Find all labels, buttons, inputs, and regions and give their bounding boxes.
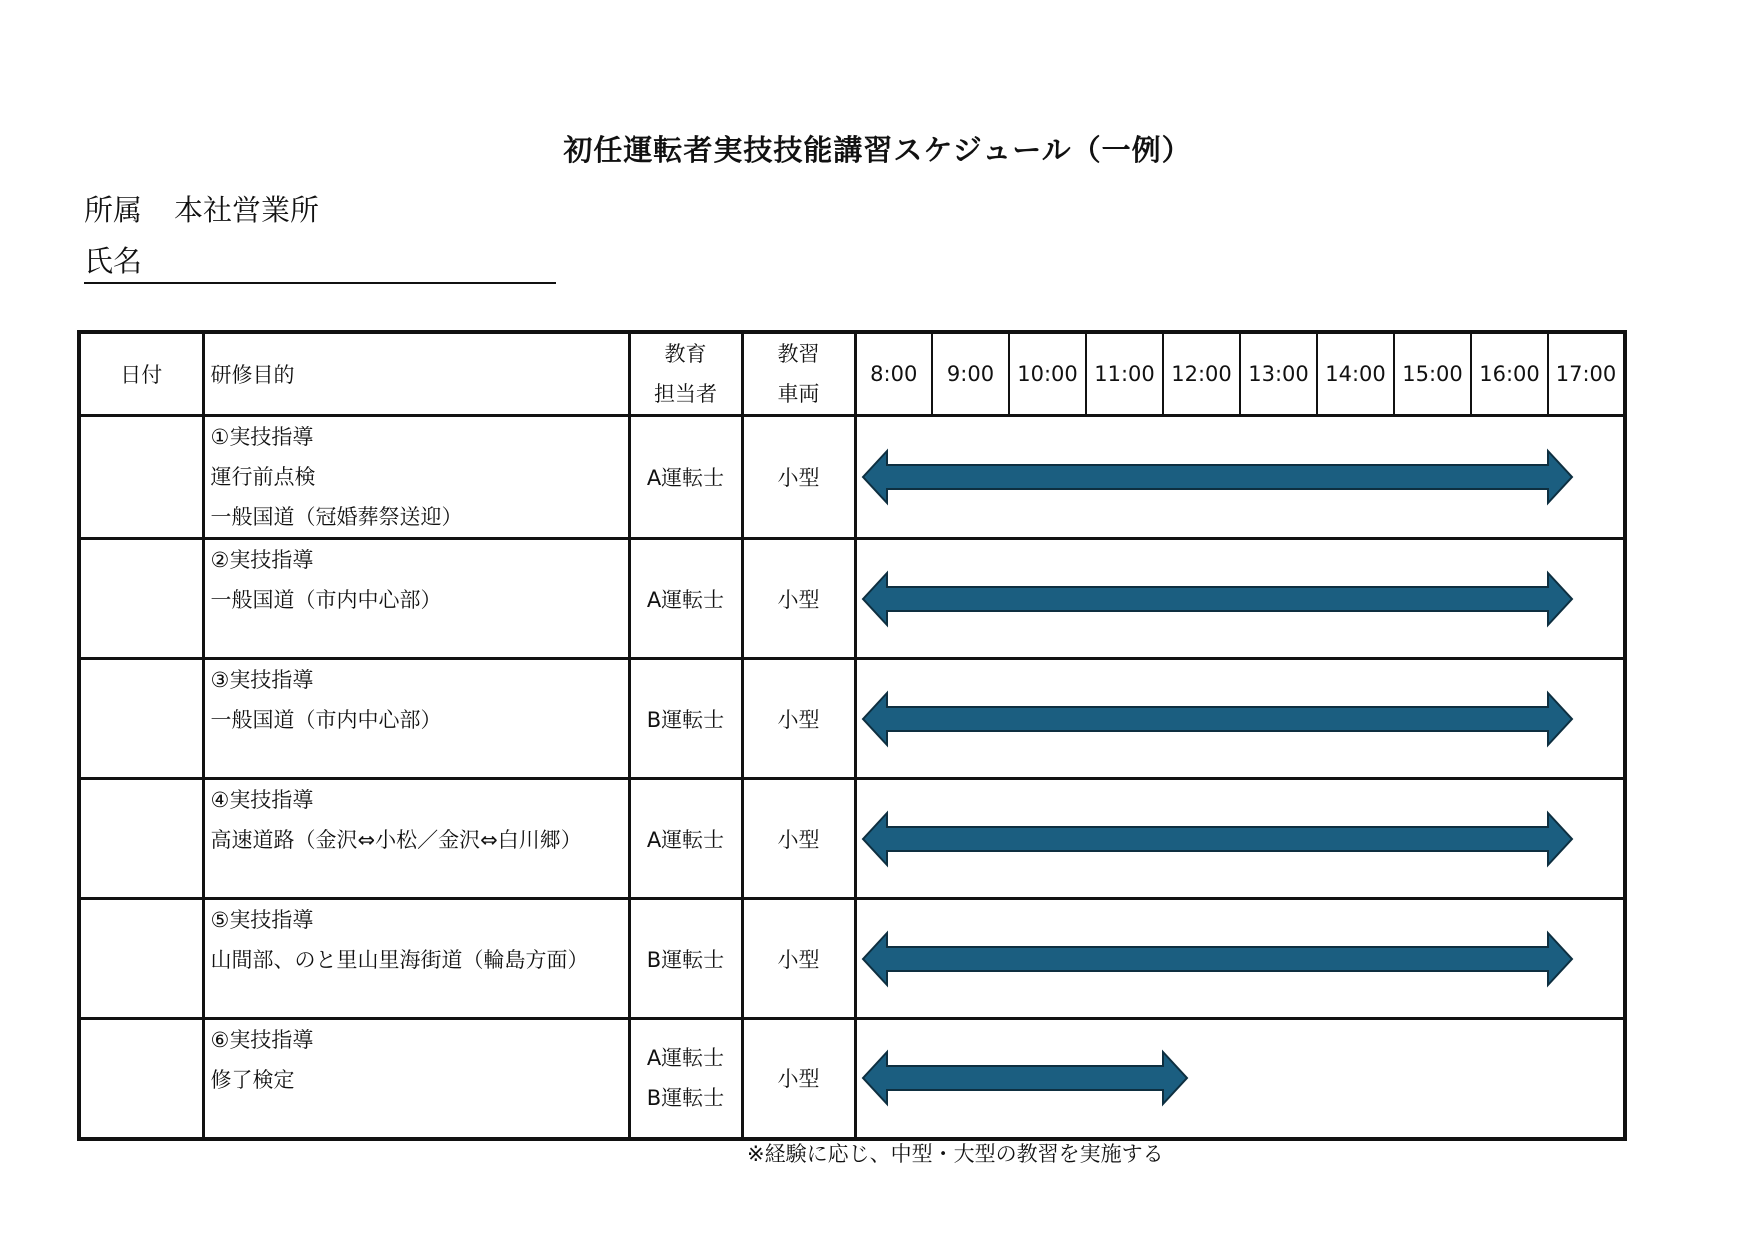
instructor-cell: A運転士	[629, 416, 742, 539]
page-title: 初任運転者実技技能講習スケジュール（一例）	[563, 133, 1192, 167]
date-cell[interactable]	[79, 416, 203, 539]
header-hour: 15:00	[1394, 332, 1471, 416]
header-vehicle	[742, 332, 855, 416]
purpose-cell	[203, 1019, 629, 1139]
header-hour: 13:00	[1240, 332, 1317, 416]
timeline-svg	[857, 662, 1626, 776]
timeline-svg	[857, 420, 1626, 534]
timeline-svg	[857, 1021, 1626, 1135]
vehicle-cell: 小型	[742, 659, 855, 779]
table-header-row	[79, 332, 1625, 416]
purpose-cell	[203, 416, 629, 539]
duration-arrow	[863, 451, 1572, 503]
header-instructor-line1: 教育	[664, 342, 707, 366]
purpose-line: 山間部、のと里山里海街道（輪島方面）	[210, 948, 589, 972]
header-hour: 16:00	[1471, 332, 1548, 416]
table-row	[79, 416, 1625, 539]
header-hour: 11:00	[1086, 332, 1163, 416]
header-hour: 10:00	[1009, 332, 1086, 416]
purpose-line: ③実技指導	[210, 668, 314, 692]
table-row	[79, 1019, 1625, 1139]
instructor-line: A運転士	[646, 1046, 725, 1071]
purpose-line: 一般国道（市内中心部）	[210, 708, 442, 732]
date-cell[interactable]	[79, 779, 203, 899]
affiliation-label: 所属	[84, 193, 143, 227]
header-purpose: 研修目的	[203, 332, 629, 416]
name-label: 氏名	[84, 244, 143, 278]
purpose-line: ②実技指導	[210, 548, 314, 572]
duration-arrow	[863, 693, 1572, 745]
affiliation-value: 本社営業所	[174, 193, 320, 227]
header-vehicle-line2: 車両	[777, 382, 820, 406]
header-hour: 8:00	[855, 332, 932, 416]
vehicle-cell: 小型	[742, 416, 855, 539]
schedule-table	[77, 330, 1627, 1141]
instructor-cell: B運転士	[629, 899, 742, 1019]
duration-arrow	[863, 813, 1572, 865]
duration-arrow	[863, 1052, 1187, 1104]
header-hour: 9:00	[932, 332, 1009, 416]
timeline-svg	[857, 782, 1626, 896]
date-cell[interactable]	[79, 659, 203, 779]
purpose-line: ④実技指導	[210, 788, 314, 812]
vehicle-cell: 小型	[742, 539, 855, 659]
duration-arrow	[863, 573, 1572, 625]
purpose-cell	[203, 659, 629, 779]
timeline-cell	[855, 899, 1625, 1019]
timeline-cell	[855, 416, 1625, 539]
instructor-cell: A運転士	[629, 779, 742, 899]
vehicle-cell: 小型	[742, 1019, 855, 1139]
purpose-line: 高速道路（金沢⇔小松／金沢⇔白川郷）	[210, 828, 582, 852]
name-field[interactable]	[84, 244, 556, 284]
instructor-cell	[629, 1019, 742, 1139]
purpose-cell	[203, 779, 629, 899]
purpose-cell	[203, 899, 629, 1019]
timeline-svg	[857, 902, 1626, 1016]
header-hour: 12:00	[1163, 332, 1240, 416]
table-row	[79, 779, 1625, 899]
timeline-cell	[855, 659, 1625, 779]
vehicle-cell: 小型	[742, 899, 855, 1019]
footnote: ※経験に応じ、中型・大型の教習を実施する	[747, 1142, 1164, 1166]
timeline-svg	[857, 542, 1626, 656]
purpose-line: ⑥実技指導	[210, 1028, 314, 1052]
purpose-line: 一般国道（冠婚葬祭送迎）	[210, 505, 463, 529]
purpose-line: 一般国道（市内中心部）	[210, 588, 442, 612]
date-cell[interactable]	[79, 899, 203, 1019]
table-row	[79, 659, 1625, 779]
header-instructor-line2: 担当者	[654, 382, 717, 406]
purpose-line: ⑤実技指導	[210, 908, 314, 932]
date-cell[interactable]	[79, 1019, 203, 1139]
affiliation-line	[84, 188, 319, 229]
header-vehicle-line1: 教習	[777, 342, 820, 366]
duration-arrow	[863, 933, 1572, 985]
purpose-cell	[203, 539, 629, 659]
date-cell[interactable]	[79, 539, 203, 659]
timeline-cell	[855, 779, 1625, 899]
table-row	[79, 539, 1625, 659]
header-instructor	[629, 332, 742, 416]
table-row	[79, 899, 1625, 1019]
instructor-cell: B運転士	[629, 659, 742, 779]
instructor-cell: A運転士	[629, 539, 742, 659]
header-hour: 17:00	[1548, 332, 1625, 416]
purpose-line: ①実技指導	[210, 425, 314, 449]
vehicle-cell: 小型	[742, 779, 855, 899]
header-hour: 14:00	[1317, 332, 1394, 416]
instructor-line: B運転士	[646, 1086, 725, 1111]
purpose-line: 修了検定	[210, 1068, 295, 1092]
timeline-cell	[855, 539, 1625, 659]
header-date: 日付	[79, 332, 203, 416]
timeline-cell	[855, 1019, 1625, 1139]
purpose-line: 運行前点検	[210, 465, 316, 489]
